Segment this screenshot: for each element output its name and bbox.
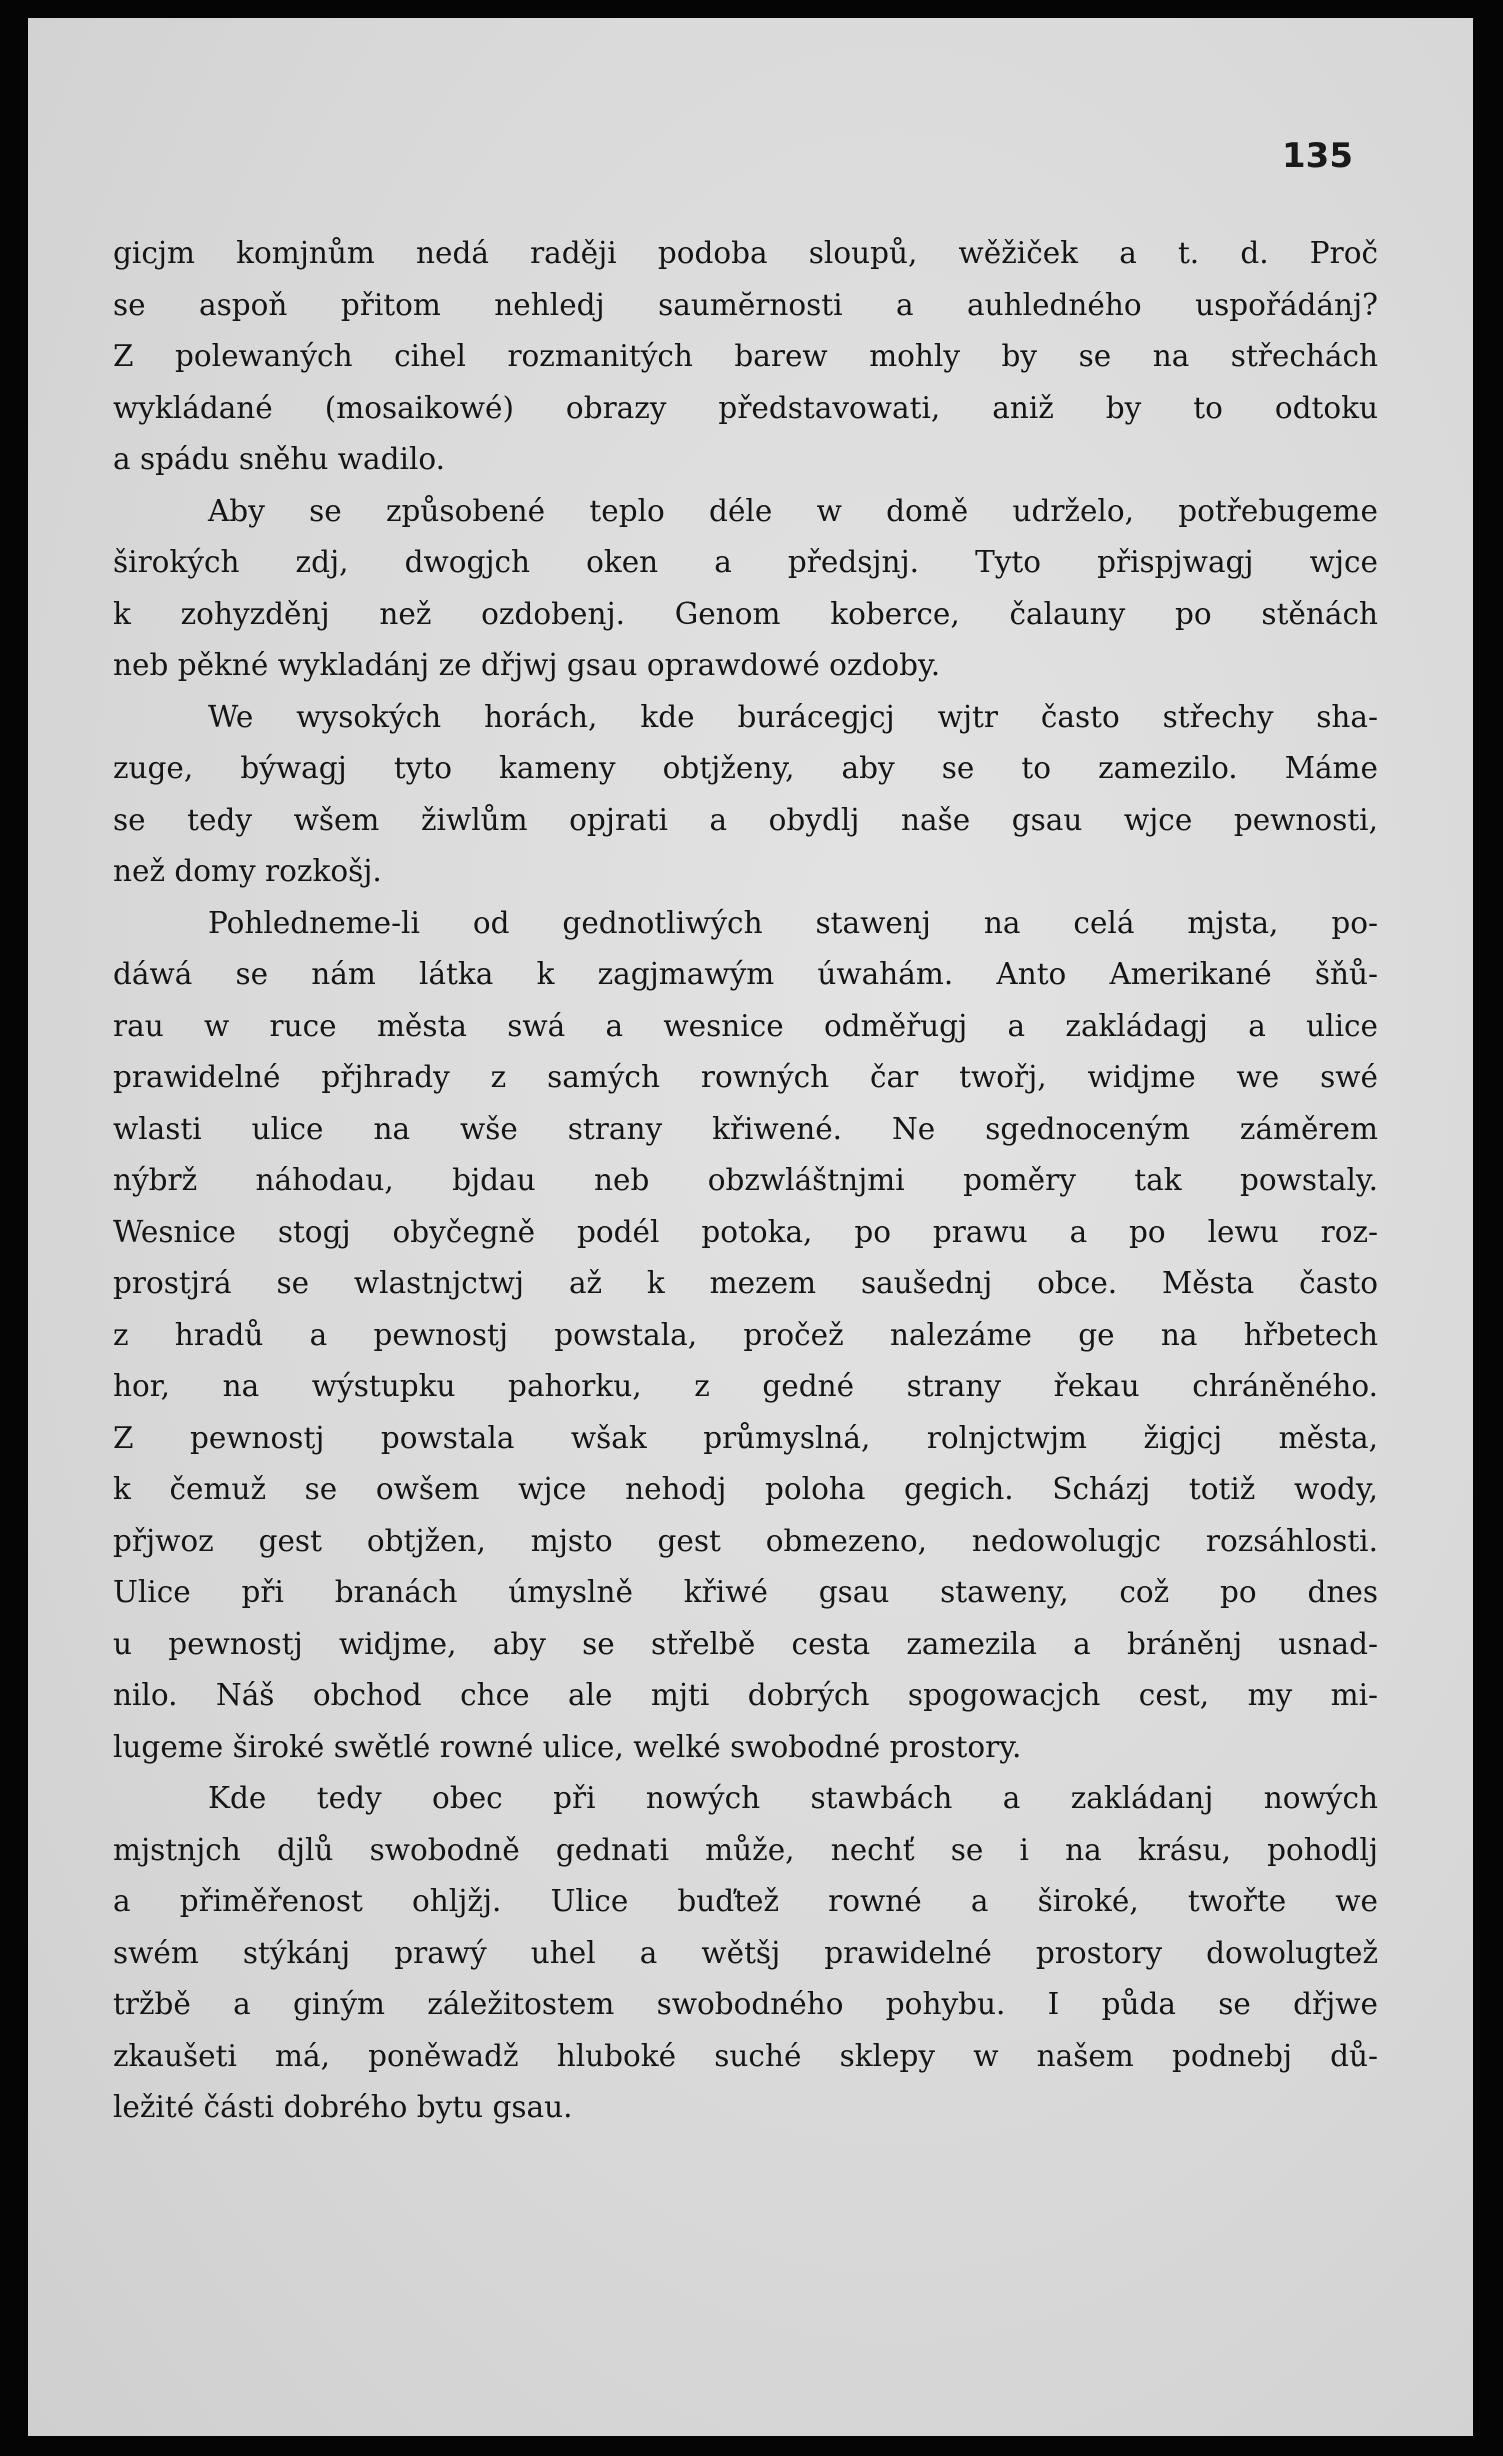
text-line: zuge, býwagj tyto kameny obtjženy, aby se to zamezilo. Máme [113, 751, 1378, 785]
page-number: 135 [1282, 136, 1353, 176]
text-line: širokých zdj, dwogjch oken a předsjnj. Tyto přispjwagj wjce [113, 545, 1378, 579]
text-line: Kde tedy obec při nowých stawbách a zakládanj nowých [208, 1781, 1378, 1815]
text-line: rau w ruce města swá a wesnice odměřugj a zakládagj a ulice [113, 1008, 1378, 1043]
text-line: u pewnostj widjme, aby se střelbě cesta zamezila a bráněnj usnad- [113, 1626, 1378, 1661]
text-line: Ulice při branách úmyslně křiwé gsau staweny, což po dnes [113, 1575, 1378, 1609]
text-line: neb pěkné wykladánj ze dřjwj gsau oprawdowé ozdoby. [113, 648, 941, 682]
text-line: a spádu sněhu wadilo. [113, 442, 446, 476]
text-line: tržbě a giným záležitostem swobodného pohybu. I půda se dřjwe [113, 1987, 1378, 2021]
text-line: mjstnjch djlů swobodně gednati může, nechť se i na krásu, pohodlj [113, 1832, 1378, 1867]
text-line: Z pewnostj powstala wšak průmyslná, rolnjctwjm žigjcj města, [113, 1420, 1378, 1455]
text-line: prostjrá se wlastnjctwj až k mezem saušednj obce. Města často [113, 1266, 1378, 1300]
body-text [113, 228, 1378, 2134]
text-line: nilo. Náš obchod chce ale mjti dobrých spogowacjch cest, my mi- [113, 1678, 1378, 1712]
text-line: se tedy wšem žiwlům opjrati a obydlj naše gsau wjce pewnosti, [113, 802, 1378, 837]
text-line: k zohyzděnj než ozdobenj. Genom koberce, čalauny po stěnách [113, 596, 1378, 631]
text-line: Aby se způsobené teplo déle w domě udrželo, potřebugeme [208, 493, 1378, 528]
text-line: gicjm komjnům nedá raději podoba sloupů, wěžiček a t. d. Proč [113, 236, 1378, 270]
text-line: swém stýkánj prawý uhel a wětšj prawidelné prostory dowolugtež [113, 1935, 1378, 1970]
text-line: Wesnice stogj obyčegně podél potoka, po prawu a po lewu roz- [113, 1214, 1378, 1249]
text-line: Pohledneme-li od gednotliwých stawenj na celá mjsta, po- [208, 905, 1378, 940]
text-line: We wysokých horách, kde burácegjcj wjtr často střechy sha- [208, 699, 1378, 734]
text-line: Z polewaných cihel rozmanitých barew mohly by se na střechách [113, 339, 1378, 373]
book-page [28, 18, 1473, 2436]
text-line: ležité části dobrého bytu gsau. [113, 2090, 573, 2124]
text-line: než domy rozkošj. [113, 854, 382, 888]
text-line: a přiměřenost ohljžj. Ulice buďtež rowné a široké, twořte we [113, 1884, 1378, 1918]
text-line: dáwá se nám látka k zagjmawým úwahám. Anto Amerikané šňů- [113, 957, 1378, 991]
text-line: se aspoň přitom nehledj saumĕrnosti a auhledného uspořádánj? [113, 287, 1378, 322]
text-line: přjwoz gest obtjžen, mjsto gest obmezeno, nedowolugjc rozsáhlosti. [113, 1523, 1378, 1558]
text-line: wlasti ulice na wše strany křiwené. Ne sgednoceným záměrem [113, 1111, 1378, 1146]
text-line: lugeme široké swětlé rowné ulice, welké swobodné prostory. [113, 1729, 1022, 1764]
text-line: hor, na wýstupku pahorku, z gedné strany řekau chráněného. [113, 1369, 1378, 1403]
text-line: prawidelné přjhrady z samých rowných čar twořj, widjme we swé [113, 1060, 1378, 1094]
text-line: k čemuž se owšem wjce nehodj poloha gegich. Scházj totiž wody, [113, 1472, 1378, 1506]
text-line: z hradů a pewnostj powstala, pročež nalezáme ge na hřbetech [113, 1317, 1378, 1352]
text-line: wykládané (mosaikowé) obrazy představowati, aniž by to odtoku [113, 390, 1378, 425]
text-line: nýbrž náhodau, bjdau neb obzwláštnjmi poměry tak powstaly. [113, 1163, 1378, 1197]
text-line: zkaušeti má, poněwadž hluboké suché sklepy w našem podnebj dů- [113, 2038, 1378, 2073]
